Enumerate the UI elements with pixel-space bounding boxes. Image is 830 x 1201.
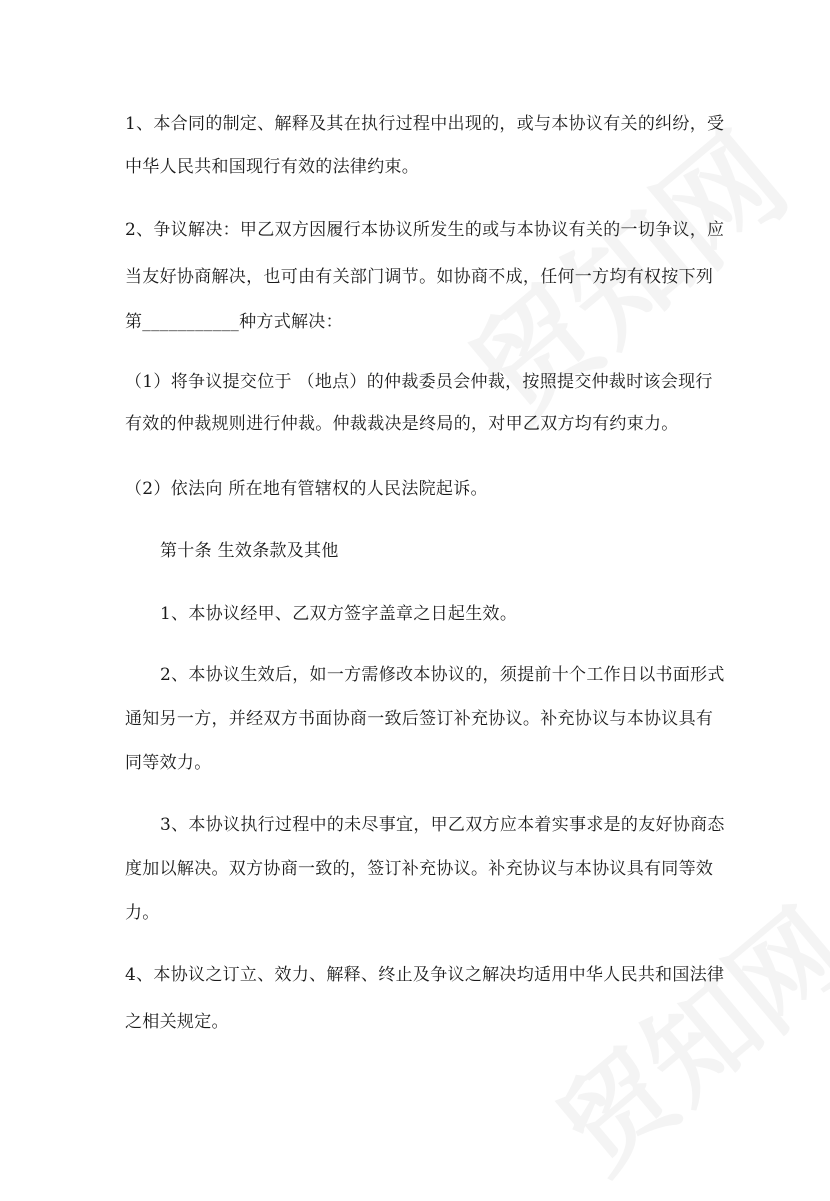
paragraph-line: 2、本协议生效后，如一方需修改本协议的，须提前十个工作日以书面形式 [160,665,725,685]
paragraph-line: 度加以解决。双方协商一致的，签订补充协议。补充协议与本协议具有同等效 [125,859,714,879]
paragraph-line: 3、本协议执行过程中的未尽事宜，甲乙双方应本着实事求是的友好协商态 [160,815,725,835]
paragraph-line: 当友好协商解决，也可由有关部门调节。如协商不成，任何一方均有权按下列 [125,267,714,287]
paragraph-line: 之相关规定。 [125,1012,229,1032]
paragraph-line: 有效的仲裁规则进行仲裁。仲裁裁决是终局的，对甲乙双方均有约束力。 [125,414,679,434]
paragraph-line: 通知另一方，并经双方书面协商一致后签订补充协议。补充协议与本协议具有 [125,709,714,729]
paragraph-line: （2）依法向 所在地有管辖权的人民法院起诉。 [125,479,488,499]
paragraph-line: 第___________种方式解决： [125,312,343,332]
paragraph-line: 1、本合同的制定、解释及其在执行过程中出现的，或与本协议有关的纠纷，受 [125,114,725,134]
section-heading: 第十条 生效条款及其他 [160,541,339,561]
paragraph-line: 同等效力。 [125,753,212,773]
paragraph-line: 4、本协议之订立、效力、解释、终止及争议之解决均适用中华人民共和国法律 [125,965,725,985]
paragraph-line: （1）将争议提交位于 （地点）的仲裁委员会仲裁，按照提交仲裁时该会现行 [125,372,713,392]
paragraph-line: 力。 [125,903,160,923]
paragraph-line: 1、本协议经甲、乙双方签字盖章之日起生效。 [160,604,518,624]
paragraph-line: 中华人民共和国现行有效的法律约束。 [125,157,420,177]
watermark [520,868,830,1201]
paragraph-line: 2、争议解决：甲乙双方因履行本协议所发生的或与本协议有关的一切争议，应 [125,220,725,240]
